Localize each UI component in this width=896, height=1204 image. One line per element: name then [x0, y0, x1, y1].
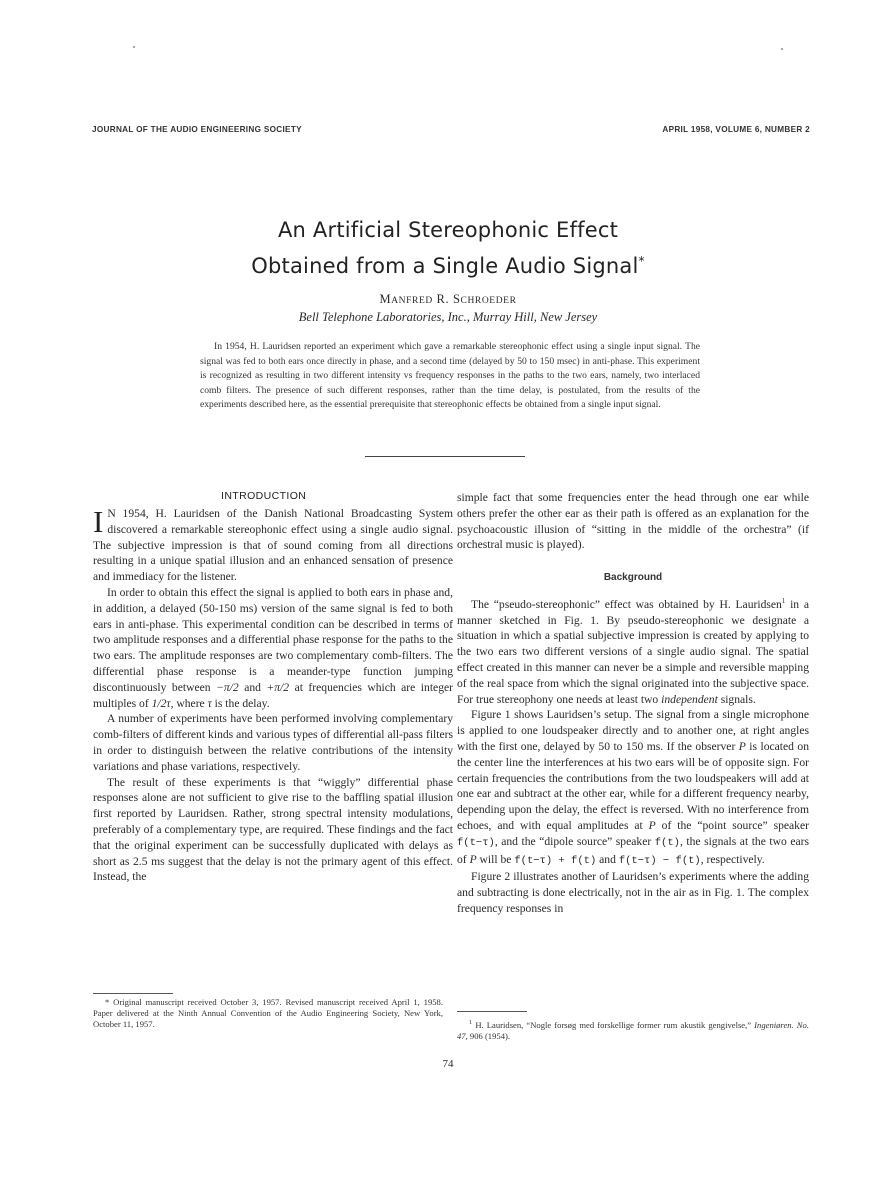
footnote-ref-1: 1: [781, 596, 786, 605]
intro-paragraph-1: I N 1954, H. Lauridsen of the Danish National Broadcasting System discovered a remarkable stereophonic effect using a single audio signal. The subjective impression is that of sound coming from all directions resulting in a unique spatial illusion and an enhanced sensation of presence and immediacy for the listener.: [93, 504, 453, 584]
background-paragraph-2: Figure 1 shows Lauridsen’s setup. The signal from a single microphone is applied to one loudspeaker directly and to another one, at right angles with the first one, delayed by 50 to 150 ms. If the observer P is located on the center line the interferences at his two ears will be of opposite sign. For certain frequencies the contributions from the two loudspeakers will add at one ear and subtract at the other ear, while for a different frequency nearby, depending upon the delay, the effect is reversed. With no interference from echoes, and with equal amplitudes at P of the “point source” speaker f(t−τ), and the “dipole source” speaker f(t), the signals at the two ears of P will be f(t−τ) + f(t) and f(t−τ) − f(t), respectively.: [457, 708, 809, 867]
abstract: In 1954, H. Lauridsen reported an experiment which gave a remarkable stereophonic effect using a single input signal. The signal was fed to both ears once directly in phase, and a second time (delayed by 50 to 150 msec) in anti-phase. This experiment is recognized as resulting in two different intensity vs frequency responses in the paths to the two ears, namely, two interlaced comb filters. The presence of such different responses, rather than the time delay, is postulated, from the results of the experiments described here, as the essential prerequisite that stereophonic effects be obtained from a single input signal.: [200, 341, 700, 410]
issue-info: APRIL 1958, VOLUME 6, NUMBER 2: [662, 125, 810, 134]
title-line-1: An Artificial Stereophonic Effect: [277, 218, 619, 242]
background-paragraph-3: Figure 2 illustrates another of Lauridsen’s experiments where the adding and subtracting is done electrically, not in the air as in Fig. 1. The complex frequency responses in: [457, 870, 809, 915]
continuation-paragraph: simple fact that some frequencies enter the head through one ear while others prefer the other ear as their path is offered as an explanation for the psychoacoustic illusion of “sitting in the middle of the orchestra” (if orchestral music is played).: [457, 491, 809, 552]
right-column: [457, 490, 809, 917]
footnote-right: $^1$ H. Lauridsen, “Nogle forsøg med forskellige former rum akustik gengivelse,” Ingeniøren. No. 47, 906 (1954).: [457, 1019, 809, 1041]
intro-paragraph-3: A number of experiments have been performed involving complementary comb-filters of different kinds and various types of differential all-pass filters in order to distinguish between the relative contributions of the intensity variations and phase variations, respectively.: [93, 712, 453, 773]
footnote-rule-left: [93, 993, 173, 994]
affiliation: Bell Telephone Laboratories, Inc., Murray Hill, New Jersey: [298, 310, 598, 324]
background-heading: Background: [603, 572, 663, 584]
page-number: 74: [442, 1058, 454, 1070]
title-footnote-marker: *: [638, 254, 645, 268]
speck: [133, 46, 135, 48]
journal-name: JOURNAL OF THE AUDIO ENGINEERING SOCIETY: [92, 125, 302, 134]
title-line-2: Obtained from a Single Audio Signal*: [251, 254, 645, 278]
speck: [781, 48, 783, 50]
footnote-rule-right: [457, 1011, 527, 1012]
drop-cap: I: [93, 504, 104, 539]
introduction-heading: INTRODUCTION: [221, 490, 307, 502]
background-paragraph-1: The “pseudo-stereophonic” effect was obtained by H. Lauridsen$^1$ in a manner sketched in Fig. 1. By pseudo-stereophonic we designate a situation in which a spatial subjective impression is created by applying to the two ears two different versions of a single audio signal. The spatial effect created in this manner can never be a simple and reversible mapping of the real space from which the signal originated into the subjective space. For true stereophony one needs at least two independent signals.: [457, 596, 809, 706]
left-column: [93, 506, 453, 885]
author: MANFRED R. SCHROEDER: [379, 292, 517, 306]
intro-paragraph-2: In order to obtain this effect the signal is applied to both ears in phase and, in addition, a delayed (50-150 ms) version of the same signal is fed to both ears in anti-phase. This experimental condition can be described in terms of two amplitude responses and a differential phase response for the paths to the two ears. The amplitude responses are two complementary comb-filters. The differential phase response is a meander-type function jumping discontinuously between −π/2 and +π/2 at frequencies which are integer multiples of 1/2τ, where τ is the delay.: [93, 585, 453, 710]
footnote-left: * Original manuscript received October 3, 1957. Revised manuscript received April 1, 1958. Paper delivered at the Ninth Annual Convention of the Audio Engineering Society, New York, October 11, 1957.: [93, 997, 443, 1029]
abstract-rule: [365, 456, 525, 457]
intro-paragraph-4: The result of these experiments is that “wiggly” differential phase responses alone are not sufficient to give rise to the baffling spatial illusion first reported by Lauridsen. Rather, strong spectral intensity modulations, preferably of a complementary type, are required. These findings and the fact that the original experiment can be successfully duplicated with delays as short as 2.5 ms suggest that the delay is not the primary agent of this effect. Instead, the: [93, 775, 453, 884]
